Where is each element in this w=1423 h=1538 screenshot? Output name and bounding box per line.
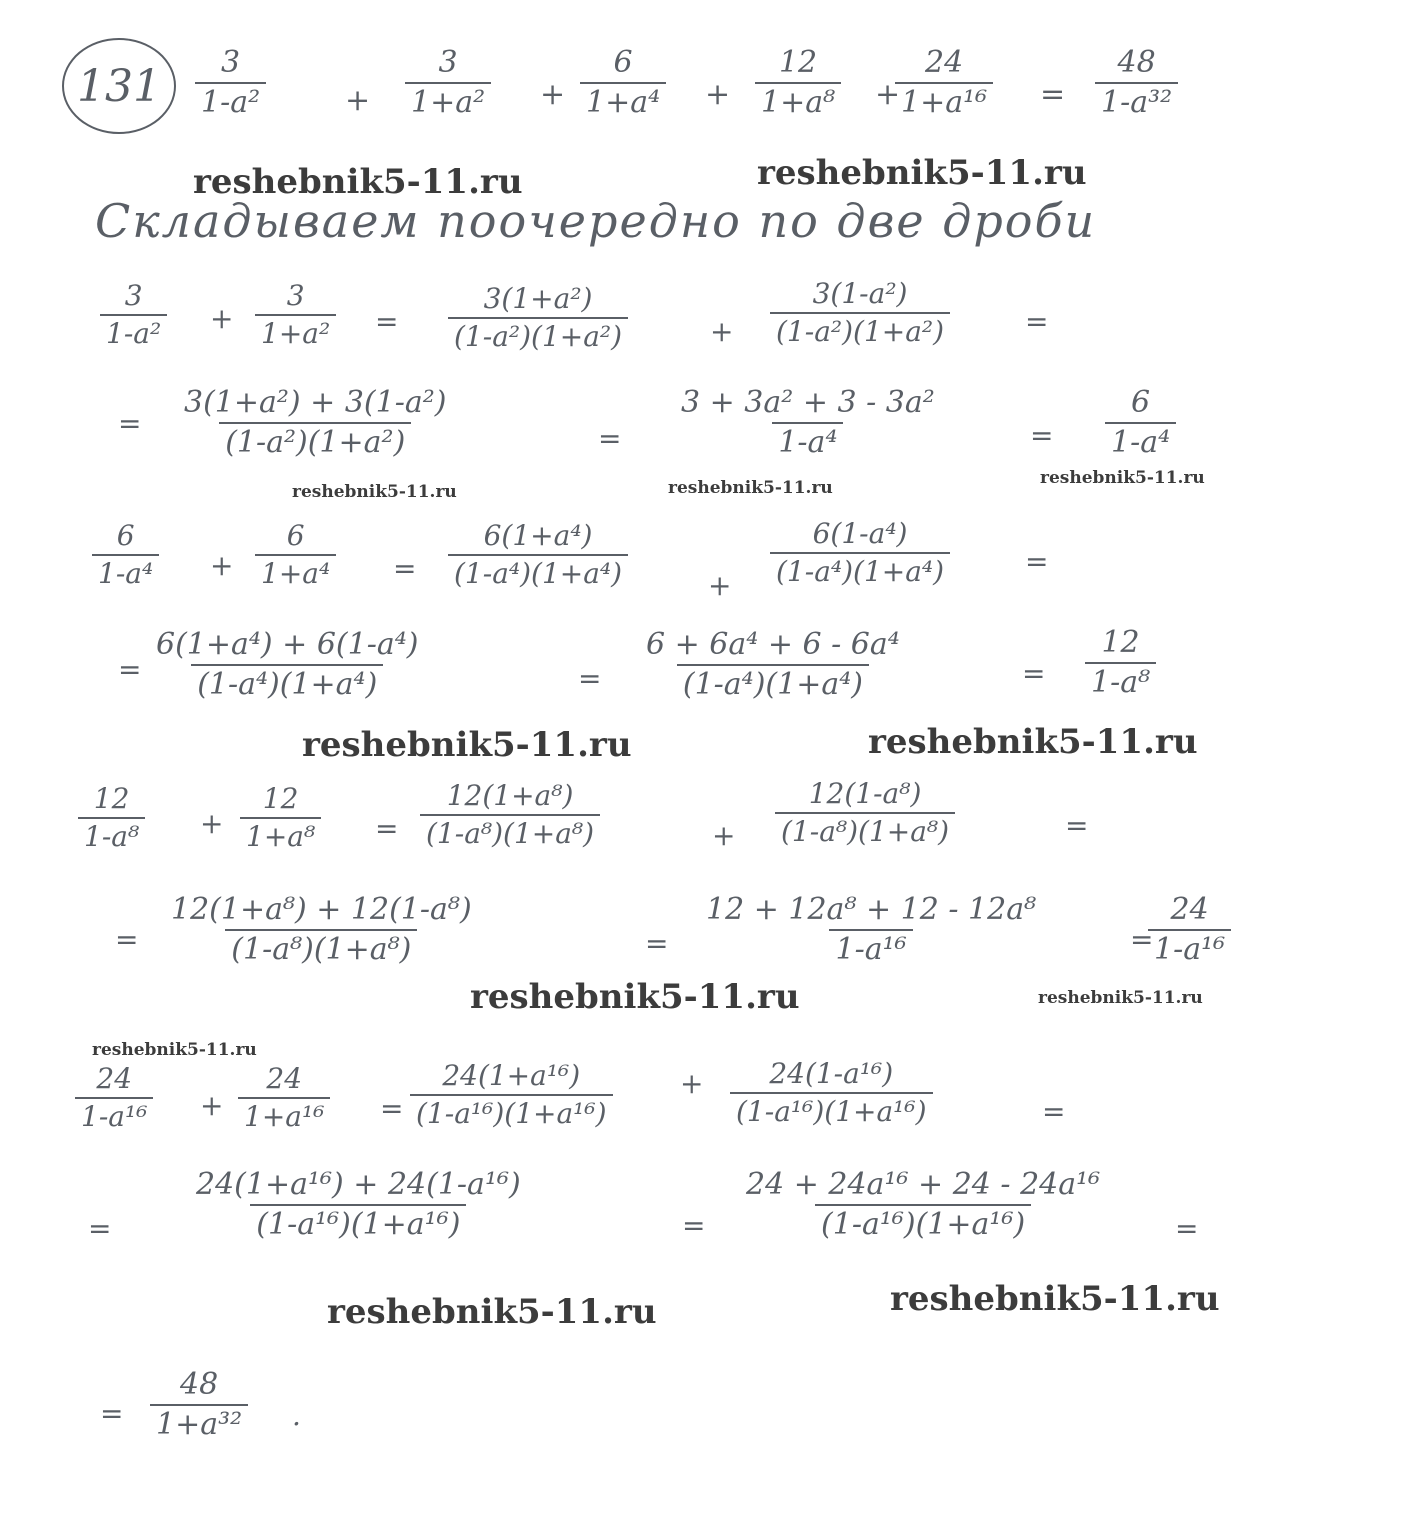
denominator: 1+a⁸ xyxy=(240,817,321,851)
denominator: 1-a¹⁶ xyxy=(75,1097,153,1131)
step1-fraction-c xyxy=(448,282,628,353)
numerator: 12 xyxy=(778,45,818,80)
step4b-fraction-b xyxy=(740,1167,1106,1242)
denominator: 1+a¹⁶ xyxy=(895,82,993,118)
equals-sign: = xyxy=(578,662,602,695)
step3-fraction-a xyxy=(78,782,145,853)
plus-sign: + xyxy=(710,315,734,348)
numerator: 3 xyxy=(124,279,143,312)
final-period: . xyxy=(292,1399,301,1432)
numerator: 24(1-a¹⁶) xyxy=(769,1057,894,1090)
numerator: 6 xyxy=(286,519,305,552)
numerator: 6 xyxy=(1131,385,1151,420)
watermark: reshebnik5-11.ru xyxy=(1038,988,1203,1008)
denominator: (1-a⁸)(1+a⁸) xyxy=(775,812,955,846)
numerator: 12(1-a⁸) xyxy=(808,777,922,810)
equals-sign: = xyxy=(118,407,142,440)
denominator: (1-a⁴)(1+a⁴) xyxy=(770,552,950,586)
plus-sign: + xyxy=(200,1089,224,1122)
equals-sign: = xyxy=(598,422,622,455)
denominator: (1-a¹⁶)(1+a¹⁶) xyxy=(730,1092,933,1126)
step3-fraction-c xyxy=(420,779,600,850)
numerator: 6(1+a⁴) + 6(1-a⁴) xyxy=(156,627,419,662)
denominator: (1-a¹⁶)(1+a¹⁶) xyxy=(410,1094,613,1128)
step2-fraction-a xyxy=(92,519,159,590)
watermark: reshebnik5-11.ru xyxy=(193,162,523,202)
step2b-fraction-b xyxy=(640,627,906,702)
step4-fraction-c xyxy=(410,1059,613,1130)
equals-sign: = xyxy=(375,812,399,845)
numerator: 3 xyxy=(438,45,458,80)
step3-fraction-b xyxy=(240,782,321,853)
numerator: 12 xyxy=(262,782,299,815)
denominator: 1-a¹⁶ xyxy=(1148,929,1231,965)
equals-sign: = xyxy=(1025,305,1049,338)
equals-sign: = xyxy=(645,927,669,960)
equals-sign: = xyxy=(1130,923,1154,956)
equals-sign: = xyxy=(682,1209,706,1242)
equals-sign: = xyxy=(100,1397,124,1430)
numerator: 12(1+a⁸) + 12(1-a⁸) xyxy=(171,892,472,927)
plus-sign: + xyxy=(210,549,234,582)
numerator: 3(1+a²) + 3(1-a²) xyxy=(184,385,447,420)
step1-fraction-a xyxy=(100,279,167,350)
denominator: (1-a⁸)(1+a⁸) xyxy=(225,929,417,965)
equals-sign: = xyxy=(1022,657,1046,690)
denominator: 1+a² xyxy=(405,82,491,118)
equals-sign: = xyxy=(375,305,399,338)
denominator: 1+a² xyxy=(255,314,336,348)
numerator: 12 xyxy=(93,782,130,815)
denominator: 1-a² xyxy=(100,314,167,348)
title-fraction-1 xyxy=(195,45,266,120)
step4-fraction-e xyxy=(730,1057,933,1128)
equals-sign: = xyxy=(88,1212,112,1245)
numerator: 6 xyxy=(116,519,135,552)
watermark: reshebnik5-11.ru xyxy=(292,482,457,502)
step3b-fraction-b xyxy=(700,892,1042,967)
step1b-fraction-c xyxy=(1105,385,1176,460)
denominator: 1+a⁸ xyxy=(755,82,841,118)
numerator: 24 xyxy=(266,1062,303,1095)
step2-fraction-c xyxy=(448,519,628,590)
plus-sign: + xyxy=(200,807,224,840)
equals-sign: = xyxy=(1175,1212,1199,1245)
step4-fraction-b xyxy=(238,1062,330,1133)
denominator: 1+a⁴ xyxy=(255,554,336,588)
watermark: reshebnik5-11.ru xyxy=(92,1040,257,1060)
equals-sign: = xyxy=(1065,809,1089,842)
denominator: 1-a⁸ xyxy=(1085,662,1156,698)
title-fraction-2 xyxy=(405,45,491,120)
numerator: 12(1+a⁸) xyxy=(446,779,574,812)
numerator: 24 + 24a¹⁶ + 24 - 24a¹⁶ xyxy=(746,1167,1101,1202)
plus-sign: + xyxy=(712,819,736,852)
step3b-fraction-c xyxy=(1148,892,1231,967)
step2b-fraction-a xyxy=(150,627,424,702)
equals-sign: = xyxy=(1040,77,1066,112)
numerator: 48 xyxy=(1117,45,1156,80)
plus-sign: + xyxy=(875,77,901,112)
watermark: reshebnik5-11.ru xyxy=(890,1279,1220,1319)
step3-fraction-e xyxy=(775,777,955,848)
step1-fraction-e xyxy=(770,277,950,348)
step4-fraction-a xyxy=(75,1062,153,1133)
denominator: 1-a⁴ xyxy=(92,554,159,588)
plus-sign: + xyxy=(680,1067,704,1100)
numerator: 12 + 12a⁸ + 12 - 12a⁸ xyxy=(706,892,1037,927)
numerator: 12 xyxy=(1101,625,1140,660)
watermark: reshebnik5-11.ru xyxy=(1040,468,1205,488)
step4b-fraction-a xyxy=(190,1167,527,1242)
watermark: reshebnik5-11.ru xyxy=(327,1292,657,1332)
denominator: 1+a³² xyxy=(150,1404,248,1440)
equals-sign: = xyxy=(393,552,417,585)
step2-fraction-b xyxy=(255,519,336,590)
numerator: 24(1+a¹⁶) xyxy=(442,1059,581,1092)
numerator: 6 xyxy=(613,45,633,80)
denominator: (1-a²)(1+a²) xyxy=(448,317,628,351)
equals-sign: = xyxy=(1042,1095,1066,1128)
plus-sign: + xyxy=(210,302,234,335)
denominator: 1-a¹⁶ xyxy=(829,929,912,965)
numerator: 6(1+a⁴) xyxy=(483,519,593,552)
numerator: 6(1-a⁴) xyxy=(812,517,908,550)
watermark: reshebnik5-11.ru xyxy=(302,725,632,765)
plus-sign: + xyxy=(705,77,731,112)
watermark: reshebnik5-11.ru xyxy=(868,722,1198,762)
denominator: 1-a⁴ xyxy=(772,422,843,458)
numerator: 24 xyxy=(1170,892,1209,927)
problem-number-circle xyxy=(62,38,176,134)
equals-sign: = xyxy=(1030,419,1054,452)
watermark: reshebnik5-11.ru xyxy=(668,478,833,498)
step2b-fraction-c xyxy=(1085,625,1156,700)
final-fraction xyxy=(150,1367,248,1442)
equals-sign: = xyxy=(1025,545,1049,578)
title-fraction-4 xyxy=(755,45,841,120)
numerator: 3 + 3a² + 3 - 3a² xyxy=(681,385,935,420)
denominator: 1+a⁴ xyxy=(580,82,666,118)
step1b-fraction-b xyxy=(675,385,941,460)
plus-sign: + xyxy=(708,569,732,602)
step1-fraction-b xyxy=(255,279,336,350)
numerator: 6 + 6a⁴ + 6 - 6a⁴ xyxy=(646,627,900,662)
denominator: 1-a² xyxy=(195,82,266,118)
equals-sign: = xyxy=(380,1092,404,1125)
denominator: 1-a⁸ xyxy=(78,817,145,851)
numerator: 48 xyxy=(179,1367,219,1402)
numerator: 3(1+a²) xyxy=(483,282,593,315)
numerator: 24 xyxy=(924,45,964,80)
plus-sign: + xyxy=(540,77,566,112)
numerator: 24(1+a¹⁶) + 24(1-a¹⁶) xyxy=(196,1167,521,1202)
denominator: 1-a⁴ xyxy=(1105,422,1176,458)
denominator: 1+a¹⁶ xyxy=(238,1097,330,1131)
watermark: reshebnik5-11.ru xyxy=(470,977,800,1017)
denominator: 1-a³² xyxy=(1095,82,1178,118)
equals-sign: = xyxy=(118,653,142,686)
title-fraction-result xyxy=(1095,45,1178,120)
denominator: (1-a⁴)(1+a⁴) xyxy=(677,664,869,700)
numerator: 3(1-a²) xyxy=(812,277,908,310)
denominator: (1-a²)(1+a²) xyxy=(770,312,950,346)
step2-fraction-e xyxy=(770,517,950,588)
instruction-text: Складываем поочередно по две дроби xyxy=(95,194,1097,248)
equals-sign: = xyxy=(115,923,139,956)
denominator: (1-a⁴)(1+a⁴) xyxy=(448,554,628,588)
denominator: (1-a²)(1+a²) xyxy=(219,422,411,458)
denominator: (1-a¹⁶)(1+a¹⁶) xyxy=(815,1204,1031,1240)
denominator: (1-a⁴)(1+a⁴) xyxy=(191,664,383,700)
numerator: 24 xyxy=(96,1062,133,1095)
plus-sign: + xyxy=(345,83,371,118)
title-fraction-3 xyxy=(580,45,666,120)
step1b-fraction-a xyxy=(178,385,452,460)
numerator: 3 xyxy=(221,45,241,80)
title-fraction-5 xyxy=(895,45,993,120)
denominator: (1-a¹⁶)(1+a¹⁶) xyxy=(250,1204,466,1240)
denominator: (1-a⁸)(1+a⁸) xyxy=(420,814,600,848)
step3b-fraction-a xyxy=(165,892,478,967)
numerator: 3 xyxy=(286,279,305,312)
watermark: reshebnik5-11.ru xyxy=(757,153,1087,193)
problem-number: 131 xyxy=(77,60,161,112)
